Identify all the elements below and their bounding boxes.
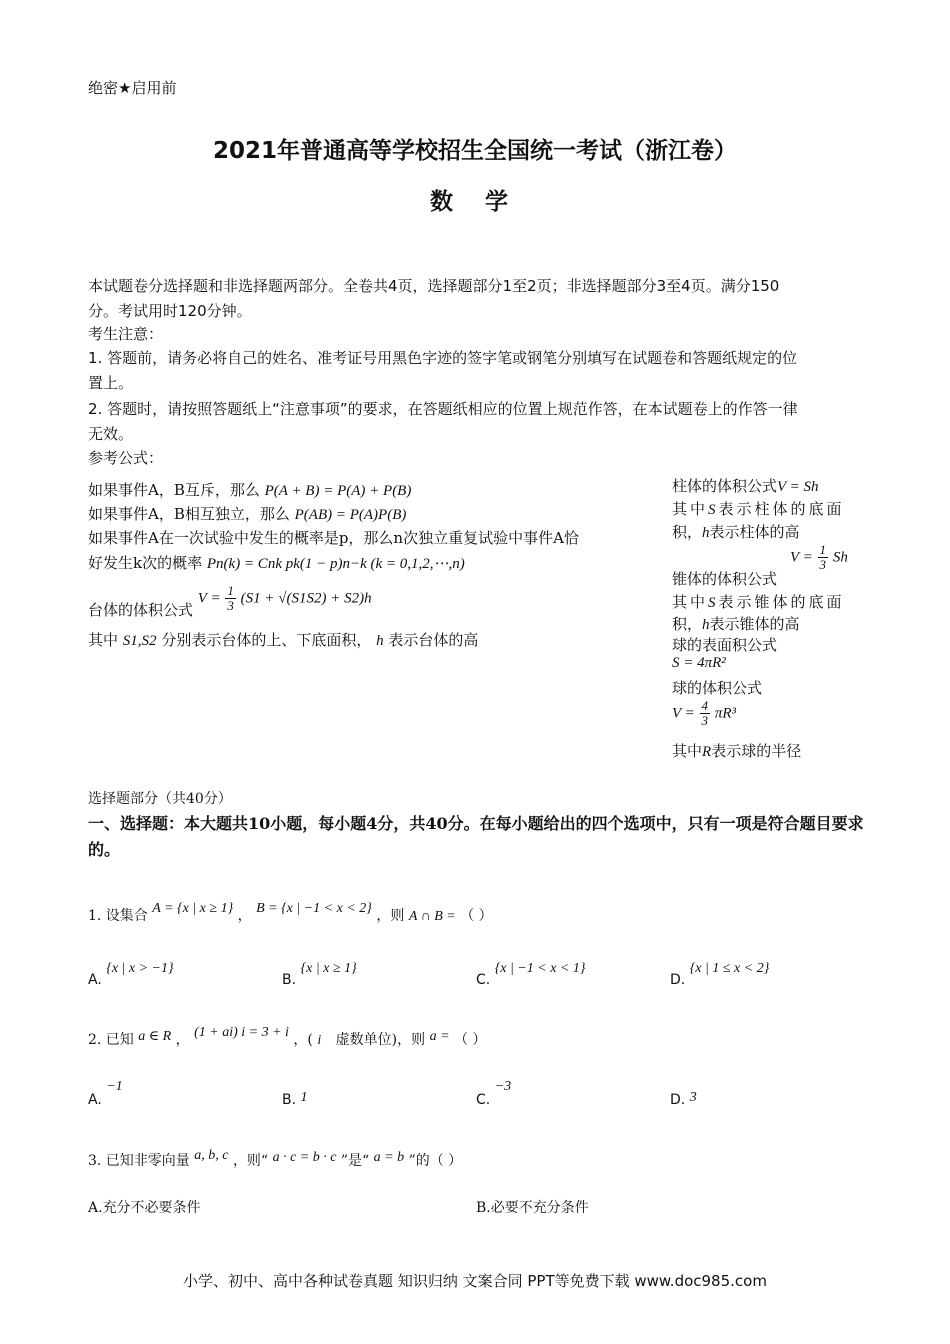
cone-volume-math: [790, 543, 848, 572]
formula-math: h: [376, 633, 384, 649]
option-letter: A.: [88, 1200, 103, 1216]
formula-math: h: [702, 617, 710, 633]
notice-1-line-a: 1. 答题前，请务必将自己的姓名、准考证号用黑色字迹的签字笔或钢笔分别填写在试题卷和答题纸规定的位: [88, 349, 798, 367]
question-math: A ∩ B =: [408, 909, 456, 924]
formula-text: 好发生k次的概率: [88, 554, 203, 572]
formula-math-rhs: πR³: [714, 705, 737, 722]
question-2-stem: [88, 1025, 487, 1049]
section-description: 一、选择题：本大题共10小题，每小题4分，共40分。在每小题给出的四个选项中，只有一项是符合题目要求的。: [88, 814, 864, 859]
prism-note-line-b: [672, 521, 800, 542]
formula-text: 分别表示台体的上、下底面积，: [161, 631, 372, 649]
formula-math: V = Sh: [777, 479, 819, 495]
option-value: 1: [300, 1090, 308, 1105]
q2-option-c: [476, 1078, 512, 1108]
q3-option-a: [88, 1197, 201, 1217]
option-value: {x | 1 ≤ x < 2}: [689, 961, 770, 976]
formula-math: P(A + B) = P(A) + P(B): [264, 483, 412, 499]
fraction-numerator: 4: [701, 698, 709, 713]
formula-text: 表示柱体的高: [709, 523, 800, 541]
option-letter: B.: [282, 972, 297, 988]
intro-line-1: 本试题卷分选择题和非选择题两部分。全卷共4页，选择题部分1至2页；非选择题部分3至4页。满分150: [88, 277, 780, 295]
option-letter: B.: [476, 1200, 491, 1216]
option-letter: A.: [88, 972, 102, 988]
cone-note-line-b: [672, 613, 800, 634]
option-value: −1: [106, 1079, 123, 1094]
formula-mutually-exclusive: [88, 479, 411, 500]
question-math: a =: [429, 1029, 450, 1044]
formula-frustum-note: [88, 629, 478, 650]
option-letter: C.: [476, 972, 491, 988]
formula-text: 表示柱体的底面: [718, 500, 845, 518]
q3-option-b: [476, 1197, 589, 1217]
q2-option-b: [282, 1089, 308, 1106]
question-math: A = {x | x ≥ 1}: [152, 901, 234, 916]
formula-math: P(AB) = P(A)P(B): [294, 507, 407, 523]
question-text: 虚数单位)，则: [335, 1032, 426, 1048]
cone-note-line-a: [672, 591, 845, 612]
formula-math: Pn(k) = Cnk pk(1 − p)n−k (k = 0,1,2,⋯,n): [206, 556, 465, 572]
question-text: ，: [237, 908, 252, 924]
formula-math: h: [702, 525, 710, 541]
formula-math-lhs: V =: [790, 549, 813, 566]
formula-text: 台体的体积公式: [88, 600, 194, 619]
formula-math: S1,S2: [122, 633, 157, 649]
formula-text: 其中: [88, 631, 119, 649]
q1-option-b: [282, 960, 357, 988]
option-value: −3: [494, 1079, 512, 1094]
sphere-volume-math: [672, 699, 736, 728]
formula-math-lhs: V =: [197, 590, 221, 607]
question-math: B = {x | −1 < x < 2}: [256, 901, 372, 916]
formula-binomial-line-b: [88, 552, 465, 573]
cone-volume-label: 锥体的体积公式: [672, 570, 778, 588]
option-value: 3: [689, 1090, 697, 1105]
sphere-area-label: 球的表面积公式: [672, 636, 778, 654]
fraction-denominator: 3: [227, 598, 234, 613]
q2-option-d: [670, 1089, 697, 1106]
question-text: ，(: [293, 1032, 313, 1048]
question-text: ”是“: [340, 1153, 370, 1169]
top-secret-label: 绝密★启用前: [88, 79, 177, 97]
formula-text: 表示锥体的底面: [718, 593, 845, 611]
fraction: [700, 699, 711, 728]
question-text: ，则“: [232, 1153, 269, 1169]
q1-option-c: [476, 960, 586, 988]
sphere-note: [672, 740, 801, 761]
formula-math-lhs: V =: [672, 705, 695, 722]
formula-text: 表示台体的高: [388, 631, 479, 649]
option-value: {x | x ≥ 1}: [300, 961, 357, 976]
question-text: 1. 设集合: [88, 908, 148, 924]
fraction: [818, 543, 829, 572]
notice-1-line-b: 置上。: [88, 374, 134, 392]
sphere-area-math: S = 4πR²: [672, 655, 726, 671]
formula-text: 其中: [672, 742, 703, 760]
formula-math: R: [702, 744, 712, 760]
formula-frustum-volume: [88, 583, 372, 619]
option-letter: A.: [88, 1092, 102, 1108]
fraction-denominator: 3: [701, 713, 709, 728]
option-letter: D.: [670, 1092, 686, 1108]
question-math: a ∈ R: [138, 1029, 172, 1044]
question-3-stem: [88, 1150, 462, 1170]
formula-text: 表示锥体的高: [709, 615, 800, 633]
footer-watermark-text: 小学、初中、高中各种试卷真题 知识归纳 文案合同 PPT等免费下载 www.doc985.com: [183, 1272, 767, 1290]
sphere-volume-label: 球的体积公式: [672, 679, 763, 697]
option-value: 必要不充分条件: [490, 1200, 589, 1216]
section-heading: 选择题部分（共40分）: [88, 791, 232, 807]
formula-text: 柱体的体积公式: [672, 477, 778, 495]
formula-text: 积，: [672, 523, 703, 541]
formula-text: 其中: [672, 593, 709, 611]
formula-math-rhs: (S1 + √(S1S2) + S2)h: [240, 590, 372, 607]
option-value: {x | −1 < x < 1}: [494, 961, 586, 976]
option-letter: B.: [282, 1092, 297, 1108]
formula-text: 如果事件A，B互斥，那么: [88, 481, 260, 499]
prism-volume-formula: [672, 475, 819, 496]
option-letter: D.: [670, 972, 686, 988]
question-text: ，: [175, 1032, 190, 1048]
formula-math: S: [708, 502, 719, 518]
prism-note-line-a: [672, 498, 845, 519]
fraction-numerator: 1: [227, 583, 234, 598]
question-math: a, b, c: [194, 1148, 229, 1163]
formula-math-rhs: Sh: [832, 549, 848, 566]
q1-option-d: [670, 960, 770, 988]
question-text: ，则: [376, 908, 405, 924]
question-math: (1 + ai) i = 3 + i: [194, 1025, 289, 1040]
question-text: 2. 已知: [88, 1032, 134, 1048]
subject-title: 数 学: [429, 189, 520, 215]
formula-binomial-line-a: 如果事件A在一次试验中发生的概率是p，那么n次独立重复试验中事件A恰: [88, 529, 579, 547]
question-text: 3. 已知非零向量: [88, 1153, 190, 1169]
question-math: a = b: [373, 1150, 405, 1165]
question-1-stem: [88, 901, 493, 925]
option-value: 充分不必要条件: [102, 1200, 201, 1216]
formula-math: S: [708, 595, 719, 611]
formula-text: 如果事件A，B相互独立，那么: [88, 505, 290, 523]
option-value: {x | x > −1}: [106, 961, 174, 976]
q2-option-a: [88, 1078, 123, 1108]
formula-independent: [88, 503, 406, 524]
question-math: a · c = b · c: [272, 1150, 337, 1165]
exam-title: 2021年普通高等学校招生全国统一考试（浙江卷）: [212, 138, 737, 164]
question-text: ”的（ ）: [408, 1153, 463, 1169]
notice-title: 考生注意：: [88, 325, 164, 343]
question-math: i: [317, 1033, 322, 1048]
formula-text: 积，: [672, 615, 703, 633]
q1-option-a: [88, 960, 174, 988]
fraction: [225, 584, 236, 613]
fraction-denominator: 3: [819, 557, 827, 572]
formula-text: 表示球的半径: [711, 742, 802, 760]
formula-text: 其中: [672, 500, 709, 518]
notice-2-line-b: 无效。: [88, 425, 134, 443]
intro-line-2: 分。考试用时120分钟。: [88, 302, 252, 320]
notice-2-line-a: 2. 答题时，请按照答题纸上“注意事项”的要求，在答题纸相应的位置上规范作答，在本试题卷上的作答一律: [88, 400, 798, 418]
question-text: （ ）: [460, 908, 493, 924]
question-text: （ ）: [453, 1032, 487, 1048]
option-letter: C.: [476, 1092, 491, 1108]
fraction-numerator: 1: [819, 542, 827, 557]
formula-title: 参考公式：: [88, 449, 164, 467]
